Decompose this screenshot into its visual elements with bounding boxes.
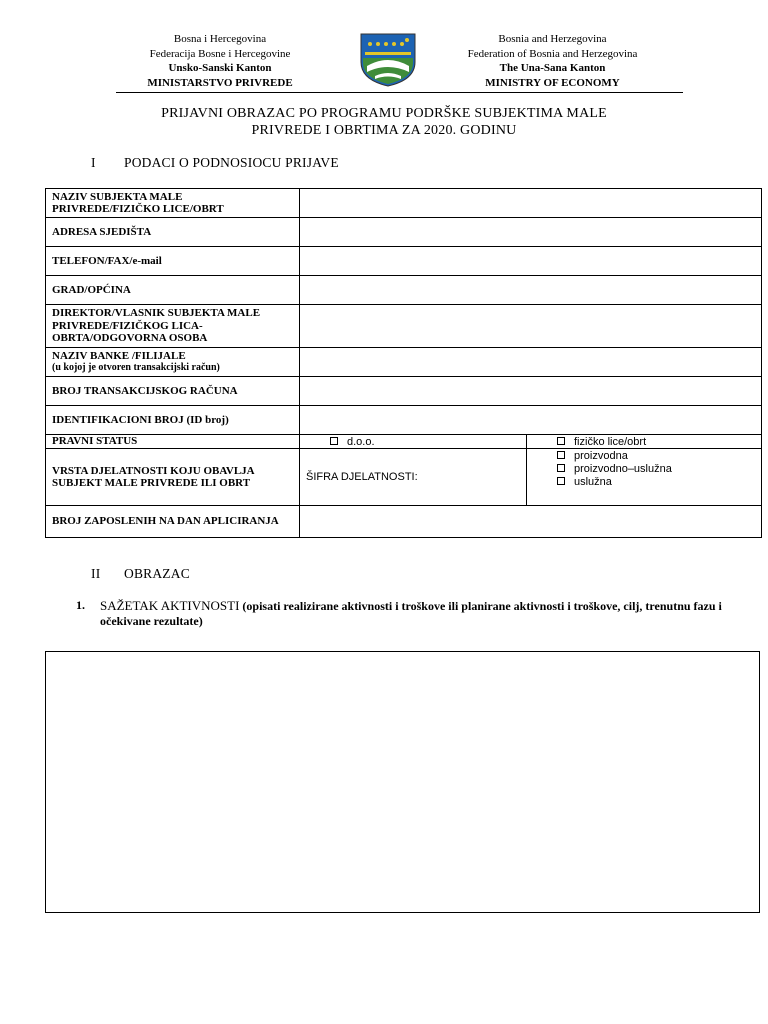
item-heading: SAŽETAK AKTIVNOSTI	[100, 598, 240, 613]
field-banka[interactable]	[300, 348, 762, 377]
option-doo-label: d.o.o.	[347, 435, 375, 448]
applicant-data-table	[45, 188, 762, 538]
option-doo[interactable]	[300, 435, 527, 449]
checkbox-proizvodno-usluzna[interactable]	[557, 464, 565, 472]
header-right-ministry: MINISTRY OF ECONOMY	[485, 76, 620, 89]
option-proizvodno-usluzna[interactable]	[557, 463, 755, 476]
field-direktor[interactable]	[300, 305, 762, 348]
table-row	[46, 406, 762, 435]
table-row	[46, 218, 762, 247]
field-zaposleni[interactable]	[300, 506, 762, 538]
checkbox-proizvodna[interactable]	[557, 451, 565, 459]
summary-instructions	[76, 598, 736, 629]
summary-text-box[interactable]	[45, 651, 760, 913]
field-telefon[interactable]	[300, 247, 762, 276]
field-naziv[interactable]	[300, 189, 762, 218]
header-left-country: Bosna i Hercegovina	[173, 33, 267, 45]
item-text	[100, 598, 736, 629]
field-grad[interactable]	[300, 276, 762, 305]
field-racun[interactable]	[300, 377, 762, 406]
table-row	[46, 506, 762, 538]
checkbox-usluzna[interactable]	[557, 477, 565, 485]
label-racun: BROJ TRANSAKCIJSKOG RAČUNA	[46, 377, 300, 406]
document-title-line2: PRIVREDE I OBRTIMA ZA 2020. GODINU	[251, 123, 517, 138]
section-title: PODACI O PODNOSIOCU PRIJAVE	[124, 155, 339, 170]
canton-crest-icon	[357, 32, 419, 87]
header-right-canton: The Una-Sana Kanton	[499, 62, 606, 74]
table-row	[46, 305, 762, 348]
field-sifra[interactable]: ŠIFRA DJELATNOSTI:	[300, 449, 527, 506]
section-heading-form	[91, 566, 190, 582]
section-heading-applicant	[91, 155, 339, 171]
label-banka-note: (u kojoj je otvoren transakcijski račun)	[52, 362, 220, 373]
header-divider	[116, 92, 683, 93]
option-usluzna-label: uslužna	[574, 476, 612, 488]
label-banka	[46, 348, 300, 377]
table-row	[46, 276, 762, 305]
option-usluzna[interactable]	[557, 476, 755, 489]
label-id-broj: IDENTIFIKACIONI BROJ (ID broj)	[46, 406, 300, 435]
option-proizvodna[interactable]	[557, 450, 755, 463]
label-grad: GRAD/OPĆINA	[46, 276, 300, 305]
label-adresa: ADRESA SJEDIŠTA	[46, 218, 300, 247]
header-left-federation: Federacija Bosne i Hercegovine	[149, 47, 291, 60]
item-number: 1.	[76, 598, 85, 612]
header-left-canton: Unsko-Sanski Kanton	[168, 62, 272, 74]
table-row	[46, 449, 762, 506]
header-right-federation: Federation of Bosnia and Herzegovina	[467, 47, 638, 60]
document-header	[0, 32, 768, 96]
table-row	[46, 247, 762, 276]
option-fizicko-label: fizičko lice/obrt	[574, 435, 647, 448]
option-proizvodna-label: proizvodna	[574, 450, 628, 462]
option-proizvodno-usluzna-label: proizvodno–uslužna	[574, 463, 672, 475]
label-vrsta: VRSTA DJELATNOSTI KOJU OBAVLJA SUBJEKT MALE PRIVREDE ILI OBRT	[46, 449, 300, 506]
section-number: II	[91, 566, 101, 581]
header-right	[440, 32, 665, 90]
table-row	[46, 377, 762, 406]
item-description: (opisati realizirane aktivnosti i troškove ili planirane aktivnosti i troškove, cilj, trenutnu fazu i očekivane rezultate)	[100, 599, 722, 628]
activity-type-options	[527, 449, 762, 506]
label-banka-name: NAZIV BANKE /FILIJALE	[52, 349, 186, 362]
header-right-country: Bosnia and Herzegovina	[498, 33, 607, 45]
document-title-line1: PRIJAVNI OBRAZAC PO PROGRAMU PODRŠKE SUBJEKTIMA MALE	[161, 106, 607, 121]
label-pravni-status: PRAVNI STATUS	[46, 435, 300, 449]
label-naziv: NAZIV SUBJEKTA MALE PRIVREDE/FIZIČKO LICE/OBRT	[46, 189, 300, 218]
checkbox-fizicko[interactable]	[557, 437, 565, 445]
label-telefon: TELEFON/FAX/e-mail	[46, 247, 300, 276]
field-adresa[interactable]	[300, 218, 762, 247]
table-row	[46, 189, 762, 218]
table-row	[46, 348, 762, 377]
field-id-broj[interactable]	[300, 406, 762, 435]
header-left-ministry: MINISTARSTVO PRIVREDE	[147, 76, 293, 89]
table-row	[46, 435, 762, 449]
document-title	[0, 105, 768, 139]
label-zaposleni: BROJ ZAPOSLENIH NA DAN APLICIRANJA	[46, 506, 300, 538]
label-direktor: DIREKTOR/VLASNIK SUBJEKTA MALE PRIVREDE/FIZIČKOG LICA-OBRTA/ODGOVORNA OSOBA	[46, 305, 300, 348]
section-title: OBRAZAC	[124, 566, 190, 581]
section-number: I	[91, 155, 96, 170]
header-left	[120, 32, 320, 90]
checkbox-doo[interactable]	[330, 437, 338, 445]
option-fizicko[interactable]	[527, 435, 762, 449]
